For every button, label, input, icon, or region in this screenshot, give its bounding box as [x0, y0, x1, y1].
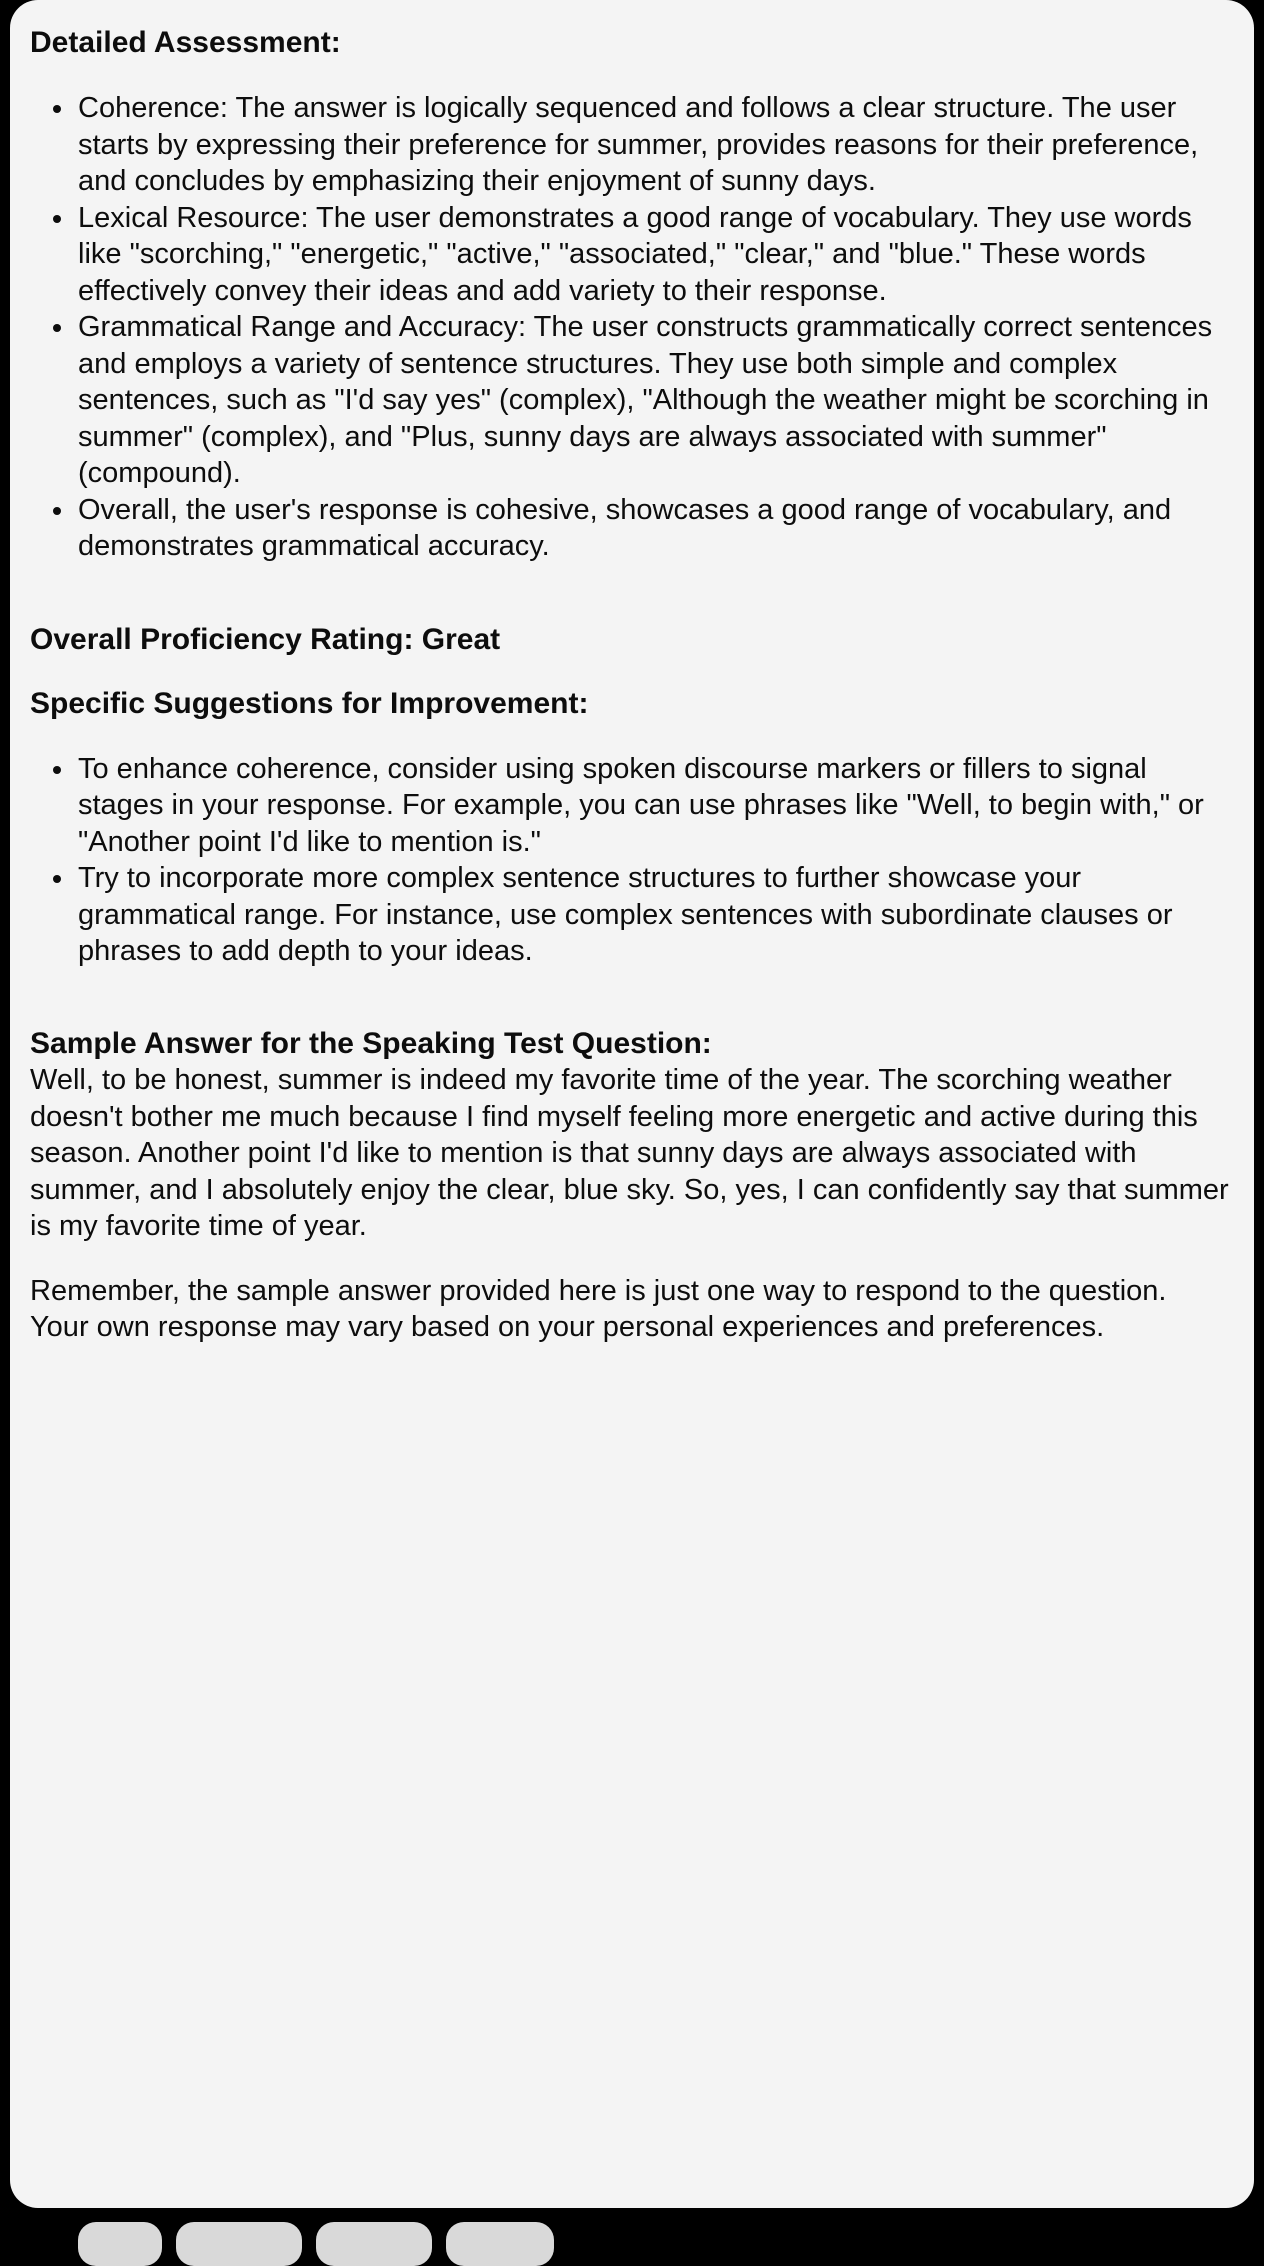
- action-chip-2[interactable]: [176, 2222, 302, 2266]
- list-item-suggestion-coherence: • To enhance coherence, consider using spoken discourse markers or fillers to signal stages in your response. For example, you can use phrases like "Well, to begin with," or "Another point I'd like to mention is.": [76, 751, 1232, 861]
- action-chip-3[interactable]: [316, 2222, 432, 2266]
- action-chip-1[interactable]: [78, 2222, 162, 2266]
- closing-note: Remember, the sample answer provided here is just one way to respond to the question. Your own response may vary based on your personal experiences and preferences.: [30, 1274, 1167, 1343]
- list-item-lexical-resource: • Lexical Resource: The user demonstrates a good range of vocabulary. They use words like "scorching," "energetic," "active," "associated," "clear," and "blue." These words effectively convey their ideas and add variety to their response.: [76, 200, 1232, 310]
- proficiency-rating-heading: Overall Proficiency Rating: Great: [30, 622, 501, 656]
- bottom-action-chips: [78, 2222, 554, 2266]
- detailed-assessment-heading: Detailed Assessment:: [30, 26, 341, 59]
- assessment-bullet-list: [30, 90, 1232, 565]
- suggestions-heading: Specific Suggestions for Improvement:: [30, 686, 589, 720]
- action-chip-4[interactable]: [446, 2222, 554, 2266]
- sample-answer-heading: Sample Answer for the Speaking Test Question:: [30, 1026, 712, 1060]
- suggestions-bullet-list: [30, 751, 1232, 970]
- list-item-grammatical-range: • Grammatical Range and Accuracy: The user constructs grammatically correct sentences and employs a variety of sentence structures. They use both simple and complex sentences, such as "I'd say yes" (complex), "Although the weather might be scorching in summer" (complex), and "Plus, sunny days are always associated with summer" (compound).: [76, 309, 1232, 492]
- sample-answer-text: Well, to be honest, summer is indeed my favorite time of the year. The scorching weather doesn't bother me much because I find myself feeling more energetic and active during this season. Another point I'd like to mention is that sunny days are always associated with summer, and I absolutely enjoy the clear, blue sky. So, yes, I can confidently say that summer is my favorite time of year.: [30, 1064, 1229, 1242]
- list-item-suggestion-grammar: • Try to incorporate more complex sentence structures to further showcase your grammatical range. For instance, use complex sentences with subordinate clauses or phrases to add depth to your ideas.: [76, 860, 1232, 970]
- list-item-coherence: • Coherence: The answer is logically sequenced and follows a clear structure. The user starts by expressing their preference for summer, provides reasons for their preference, and concludes by emphasizing their enjoyment of sunny days.: [76, 90, 1232, 200]
- assessment-message-card: [10, 0, 1254, 2208]
- list-item-overall: • Overall, the user's response is cohesive, showcases a good range of vocabulary, and demonstrates grammatical accuracy.: [76, 492, 1232, 565]
- sample-answer-paragraph: [30, 1026, 1232, 1245]
